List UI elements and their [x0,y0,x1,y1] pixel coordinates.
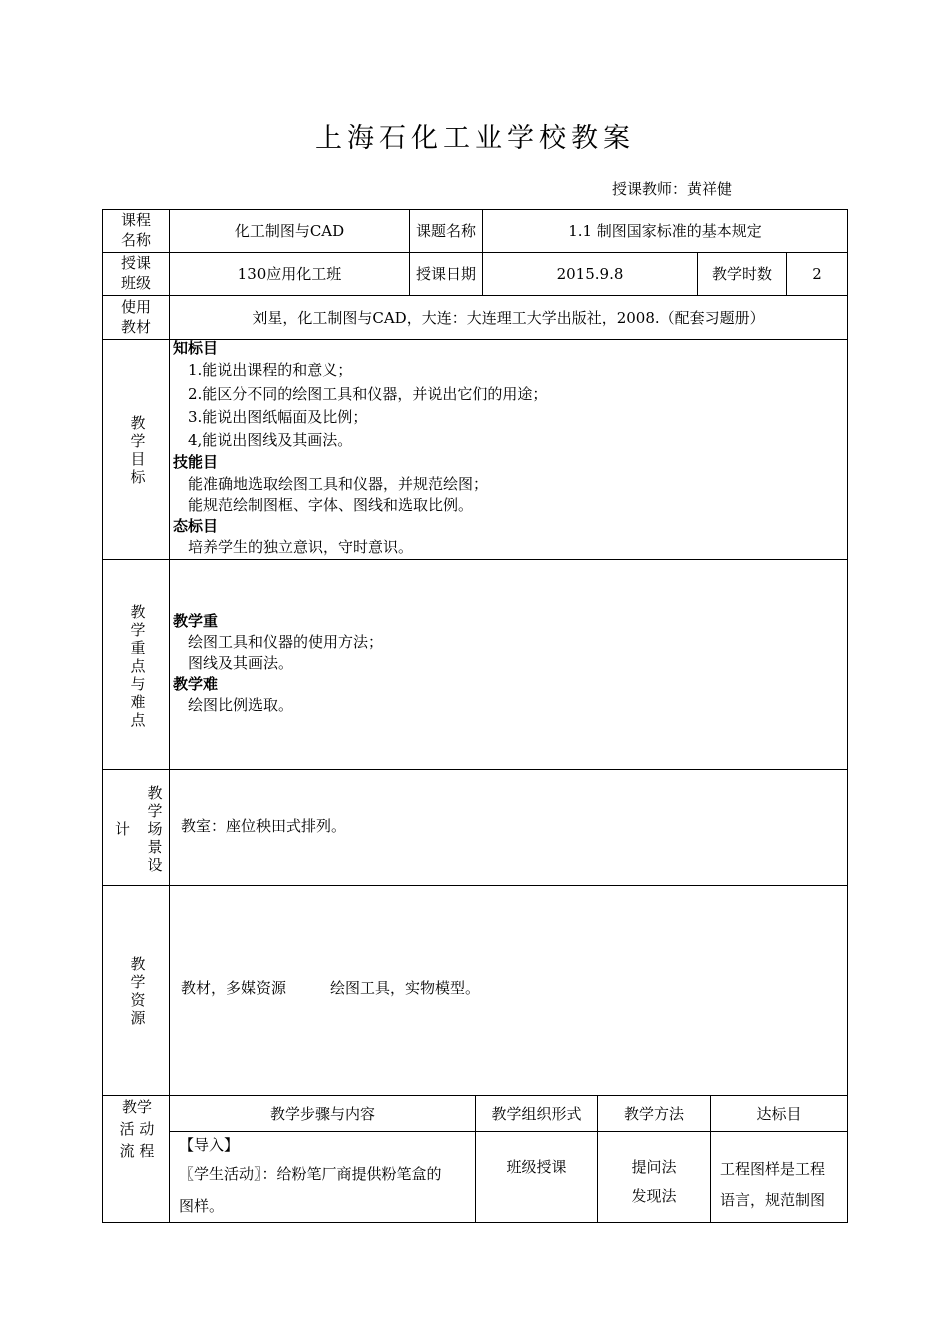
scene-content: 教室：座位秧田式排列。 [181,817,347,835]
scene-label-side: 计 [115,820,131,838]
topic-value: 1.1 制图国家标准的基本规定 [568,222,762,240]
date-value: 2015.9.8 [556,265,624,283]
teacher-name: 授课教师：黄祥健 [612,180,733,198]
resources-content-tools: 绘图工具，实物模型。 [330,979,481,997]
process-goal-line: 语言，规范制图 [720,1191,826,1209]
knowledge-item: 2.能区分不同的绘图工具和仪器，并说出它们的用途； [188,385,548,403]
key-item: 绘图工具和仪器的使用方法； [188,633,384,651]
process-label: 教学 活 动 流 程 [119,1098,155,1160]
course-name-value: 化工制图与CAD [234,222,345,240]
knowledge-item: 3.能说出图纸幅面及比例； [188,408,368,426]
textbook-value: 刘星，化工制图与CAD，大连：大连理工大学出版社，2008.（配套习题册） [252,308,765,327]
difficulty-item: 绘图比例选取。 [188,696,294,714]
knowledge-item: 1.能说出课程的和意义； [188,361,353,379]
scene-label: 教 学 场 景 设 [147,784,163,874]
difficulty-heading: 教学难 [173,675,219,693]
key-heading: 教学重 [173,612,219,630]
process-method: 提问法 [631,1158,677,1176]
process-header-steps: 教学步骤与内容 [269,1104,375,1123]
knowledge-heading: 知标目 [173,339,219,357]
process-header-method: 教学方法 [623,1104,684,1123]
skill-item: 能准确地选取绘图工具和仪器，并规范绘图； [188,475,489,493]
textbook-label: 使用 教材 [121,298,152,336]
document-title: 上海石化工业学校教案 [315,123,635,154]
knowledge-item: 4,能说出图线及其画法。 [188,431,353,449]
process-header-goal: 达标目 [756,1104,802,1123]
process-method: 发现法 [631,1187,677,1205]
topic-label: 课题名称 [415,222,476,240]
process-content-line: 〖学生活动〗：给粉笔厂商提供粉笔盒的 [179,1165,442,1183]
resources-content: 教材，多媒资源 [181,979,287,997]
attitude-item: 培养学生的独立意识，守时意识。 [188,538,414,556]
process-header-form: 教学组织形式 [491,1104,582,1123]
skill-item: 能规范绘制图框、字体、图线和选取比例。 [188,496,474,514]
skill-heading: 技能目 [173,453,219,471]
hours-label: 教学时数 [711,265,772,283]
objectives-label: 教 学 目 标 [130,414,146,486]
process-content-line: 图样。 [179,1197,225,1215]
hours-value: 2 [812,265,822,283]
course-name-label: 课程 名称 [121,211,152,249]
keypoints-label: 教 学 重 点 与 难 点 [130,603,146,729]
resources-label: 教 学 资 源 [130,955,146,1027]
date-label: 授课日期 [415,265,476,283]
class-value: 130应用化工班 [237,265,342,283]
key-item: 图线及其画法。 [188,654,294,672]
class-label: 授课 班级 [121,254,152,292]
intro-heading: 【导入】 [179,1136,240,1154]
process-form: 班级授课 [506,1158,567,1176]
attitude-heading: 态标目 [173,517,219,535]
process-goal-line: 工程图样是工程 [720,1160,826,1178]
